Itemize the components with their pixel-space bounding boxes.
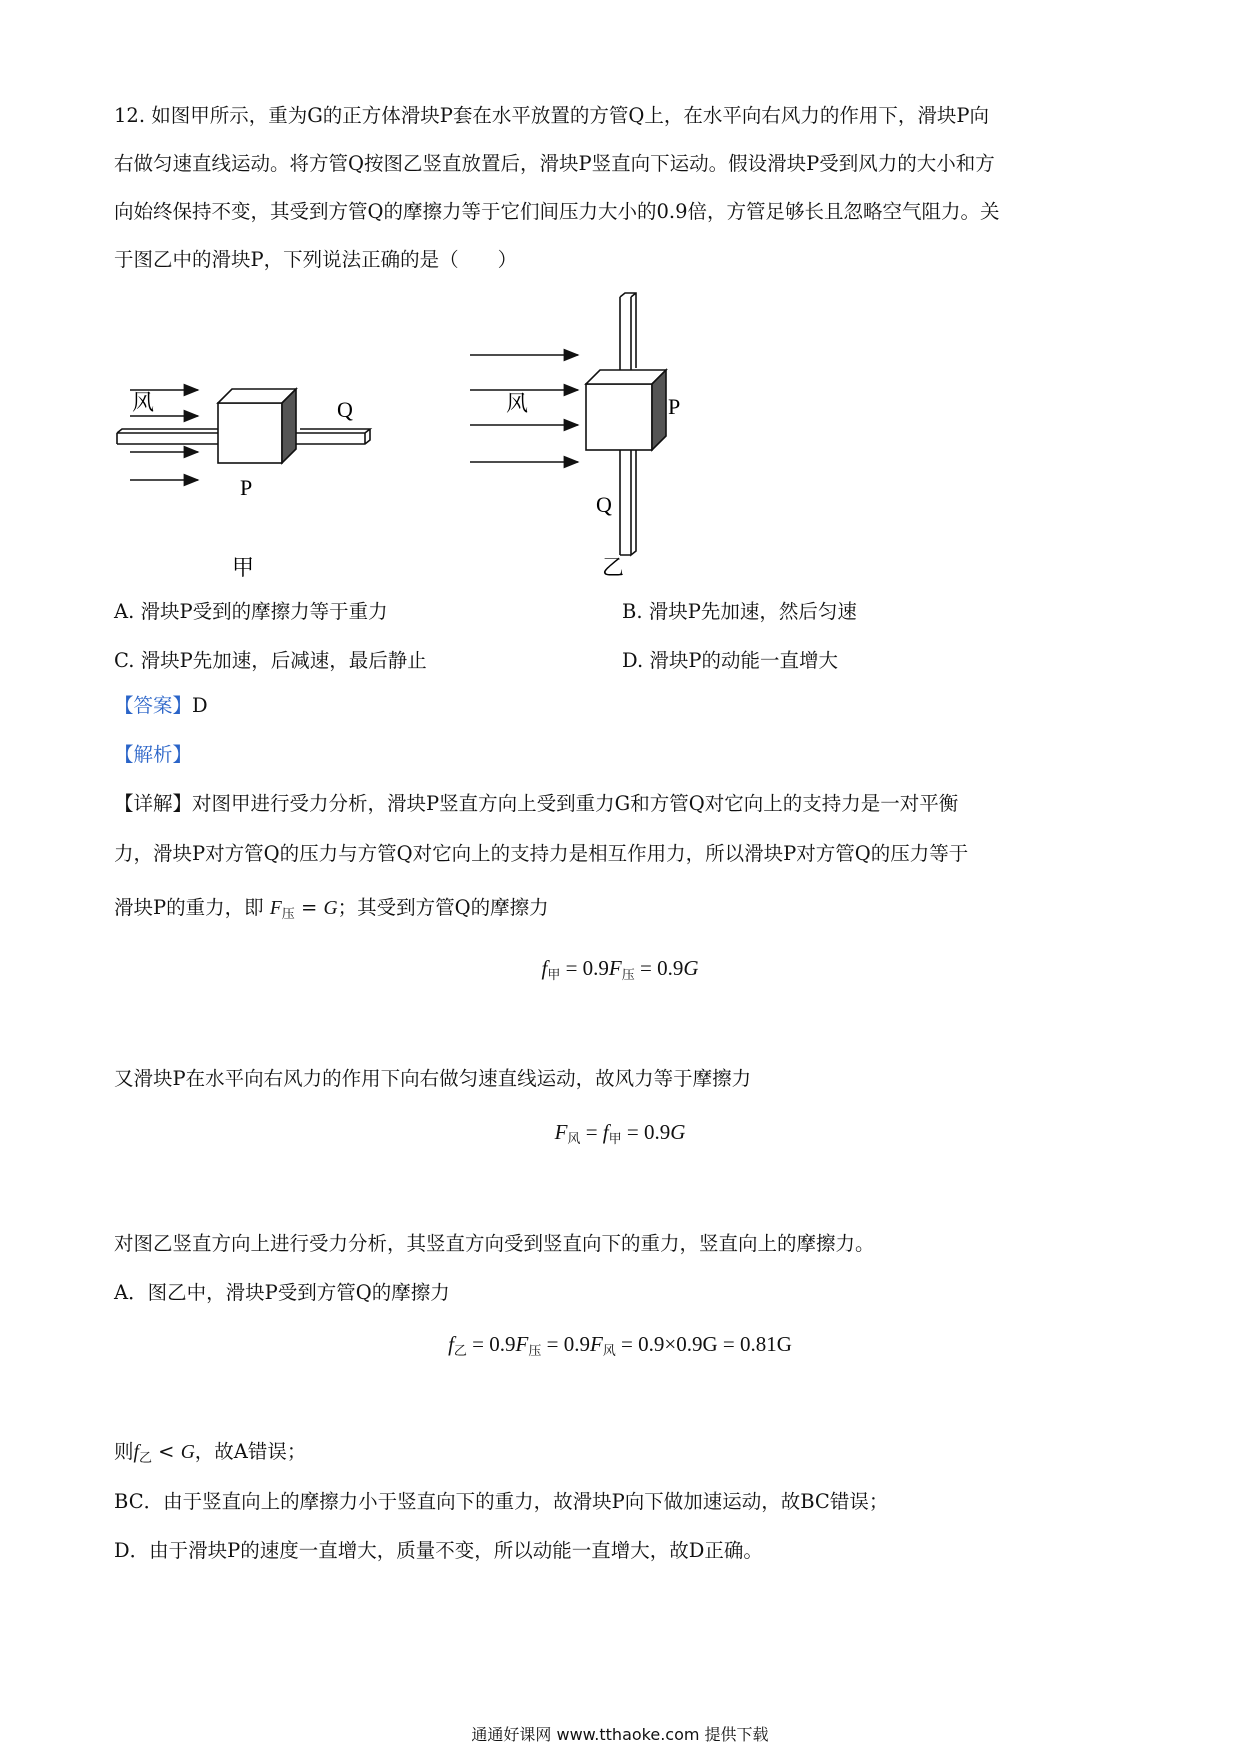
tube-label-left: Q xyxy=(337,397,353,422)
block-p xyxy=(218,403,282,463)
question-line-3: 向始终保持不变，其受到方管Q的摩擦力等于它们间压力大小的0.9倍，方管足够长且忽略空气阻力。关 xyxy=(114,200,1000,223)
equation-1: $f_甲 = 0.9F_压 = 0.9G$ xyxy=(541,956,699,982)
option-a: A. 滑块P受到的摩擦力等于重力 xyxy=(114,600,388,623)
detail-line-5: 对图乙竖直方向上进行受力分析，其竖直方向受到竖直向下的重力，竖直向上的摩擦力。 xyxy=(114,1232,875,1255)
figure-left xyxy=(117,389,370,480)
option-c: C. 滑块P先加速，后减速，最后静止 xyxy=(114,649,427,672)
physics-figure xyxy=(0,280,1240,600)
equation-3: $f_乙 = 0.9F_压 = 0.9F_风 = 0.9\times 0.9G = 0.81G$ xyxy=(448,1332,792,1358)
detail-line-3: 滑块P的重力，即 $F_压 = G$；其受到方管Q的摩擦力 xyxy=(114,896,549,921)
block-p xyxy=(586,384,652,450)
detail-tag: 【详解】 xyxy=(114,792,193,815)
vertical-tube xyxy=(620,293,636,372)
question-line-4: 于图乙中的滑块P，下列说法正确的是（ ） xyxy=(114,248,518,271)
wind-label-right: 风 xyxy=(506,391,529,416)
figure-right xyxy=(470,293,666,555)
detail-p7b: ，故A错误； xyxy=(194,1440,307,1463)
footer-text: 通通好课网 www.tthaoke.com 提供下载 xyxy=(471,1725,769,1744)
detail-p1: 对图甲进行受力分析，滑块P竖直方向上受到重力G和方管Q对它向上的支持力是一对平衡 xyxy=(192,792,959,815)
detail-p3b: ；其受到方管Q的摩擦力 xyxy=(337,896,549,919)
analysis-tag: 【解析】 xyxy=(114,743,193,766)
analysis-line xyxy=(114,741,192,769)
horizontal-tube xyxy=(117,429,218,444)
detail-line-6: A．图乙中，滑块P受到方管Q的摩擦力 xyxy=(114,1281,450,1304)
option-d: D. 滑块P的动能一直增大 xyxy=(622,649,838,672)
detail-line-1 xyxy=(114,790,958,818)
block-label-right: P xyxy=(668,394,681,419)
block-label-left: P xyxy=(240,475,253,500)
answer-line xyxy=(114,692,208,720)
detail-line-2: 力，滑块P对方管Q的压力与方管Q对它向上的支持力是相互作用力，所以滑块P对方管Q的压力等于 xyxy=(114,842,969,865)
detail-line-7: 则$f_乙 < G$，故A错误； xyxy=(114,1440,307,1466)
wind-label-left: 风 xyxy=(132,390,155,415)
detail-line-4: 又滑块P在水平向右风力的作用下向右做匀速直线运动，故风力等于摩擦力 xyxy=(114,1067,752,1090)
detail-line-9: D．由于滑块P的速度一直增大，质量不变，所以动能一直增大，故D正确。 xyxy=(114,1539,763,1562)
question-line-2: 右做匀速直线运动。将方管Q按图乙竖直放置后，滑块P竖直向下运动。假设滑块P受到风力的大小和方 xyxy=(114,152,995,175)
detail-line-8: BC．由于竖直向上的摩擦力小于竖直向下的重力，故滑块P向下做加速运动，故BC错误； xyxy=(114,1490,889,1513)
tube-label-right: Q xyxy=(596,492,612,517)
option-b: B. 滑块P先加速，然后匀速 xyxy=(622,600,857,623)
detail-p3a: 滑块P的重力，即 xyxy=(114,896,264,919)
answer-value: D xyxy=(192,694,208,717)
question-line-1: 12. 如图甲所示，重为G的正方体滑块P套在水平放置的方管Q上，在水平向右风力的作用下，滑块P向 xyxy=(114,104,990,127)
caption-left: 甲 xyxy=(232,555,255,580)
caption-right: 乙 xyxy=(602,555,625,580)
answer-tag: 【答案】 xyxy=(114,694,193,717)
equation-2: $F_风 = f_甲 = 0.9G$ xyxy=(554,1120,686,1146)
